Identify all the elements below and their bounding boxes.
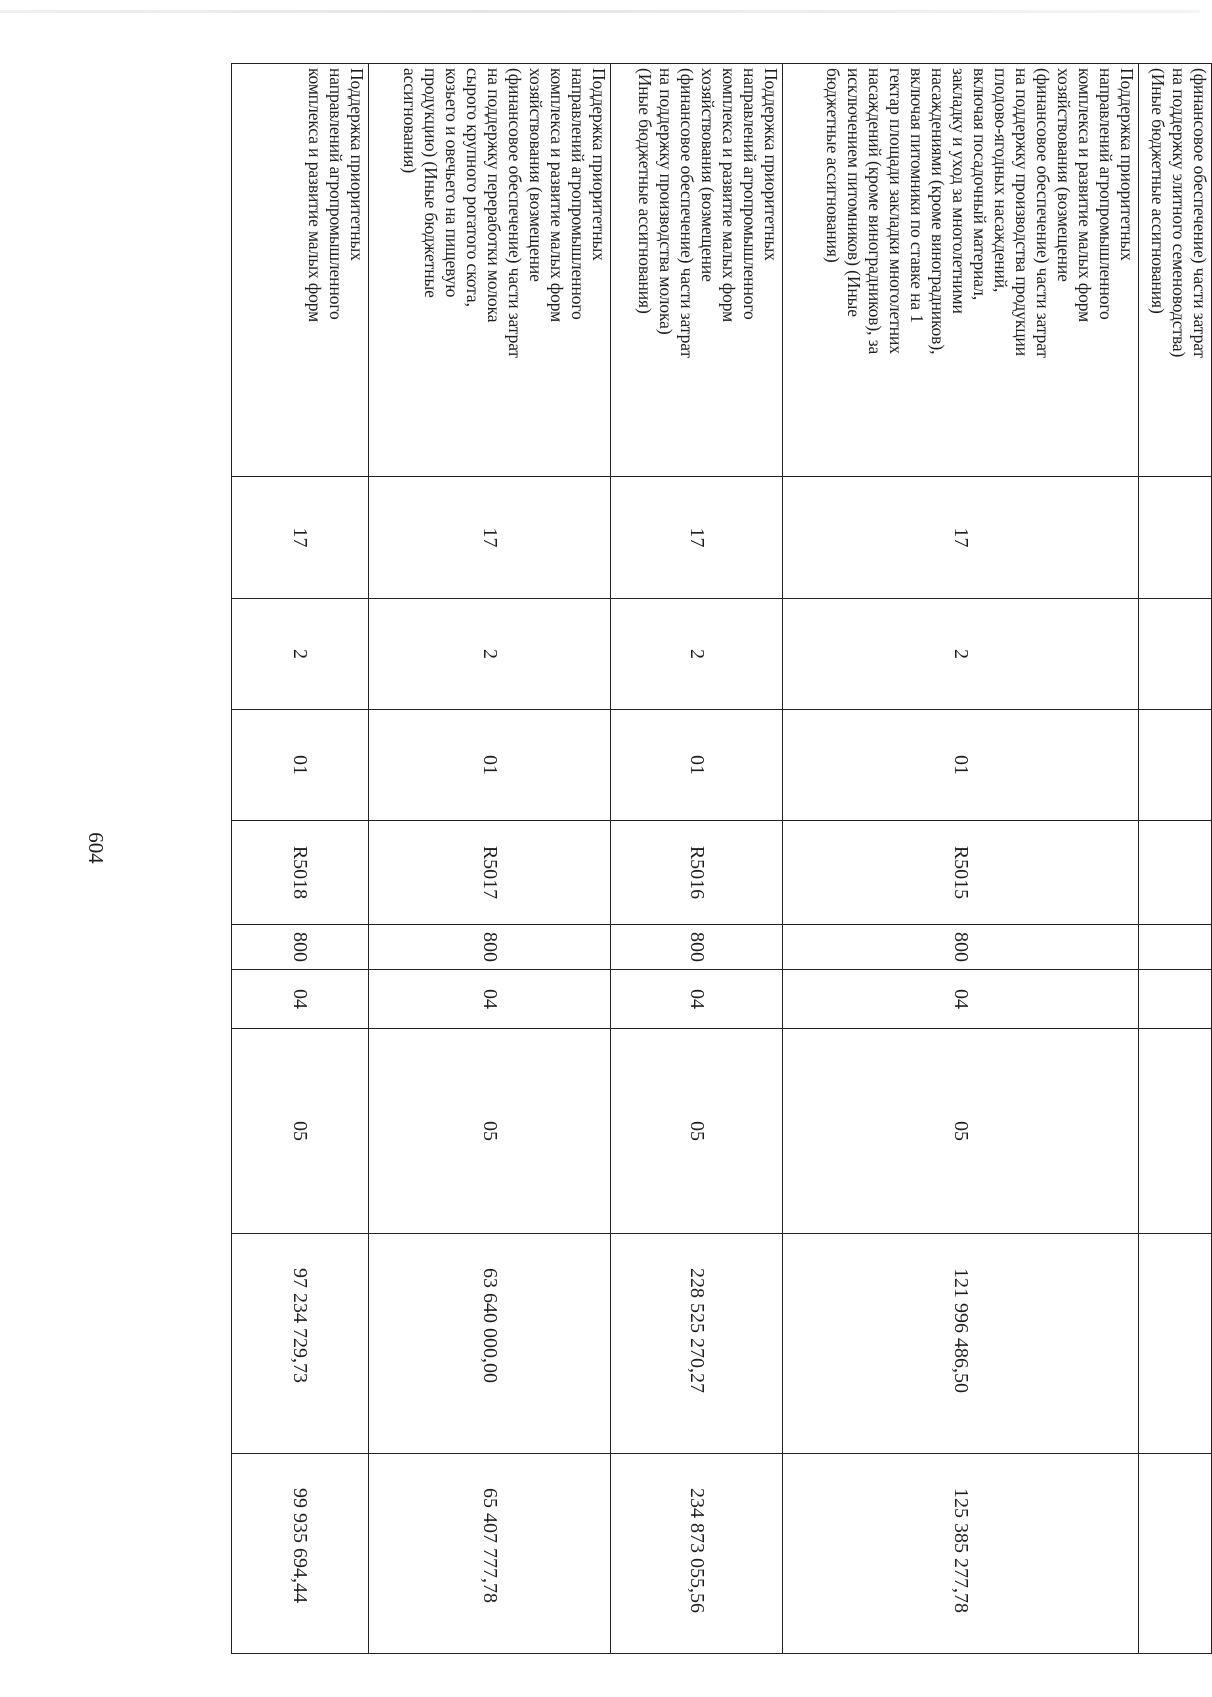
table-row — [783, 64, 1139, 1654]
cell-amount-2 — [1139, 1454, 1212, 1654]
table-row — [611, 64, 783, 1654]
cell-code-3: 01 — [783, 710, 1139, 821]
cell-code-2: 2 — [611, 599, 783, 710]
cell-code-7 — [1139, 1029, 1212, 1234]
cell-code-2: 2 — [783, 599, 1139, 710]
budget-table — [231, 63, 1212, 1654]
row-name: Поддержка приоритетных направлений агропромышленного комплекса и развитие малых форм хозяйствования (возмещение (финансовое обеспечение) части затрат на поддержку производства продукции плодово-ягодных насаждений, включая посадочный материал, закладку и уход за многолетними насаждениями (кроме виноградников), включая питомники по ставке на 1 гектар площади закладки многолетних насаждений (кроме виноградников), за исключением питомников) (Иные бюджетные ассигнования) — [783, 64, 1139, 477]
cell-code-1 — [1139, 477, 1212, 599]
row-name: Поддержка приоритетных направлений агропромышленного комплекса и развитие малых форм хозяйствования (возмещение (финансовое обеспечение) части затрат на поддержку переработки молока сырого крупного рогатого скота, козьего и овечьего на пищевую продукцию) (Иные бюджетные ассигнования) — [369, 64, 611, 477]
cell-code-6 — [1139, 970, 1212, 1029]
cell-code-1: 17 — [369, 477, 611, 599]
cell-code-4: R5017 — [369, 821, 611, 925]
cell-amount-2: 65 407 777,78 — [369, 1454, 611, 1654]
cell-code-5: 800 — [369, 925, 611, 970]
cell-code-3: 01 — [232, 710, 369, 821]
cell-code-5: 800 — [783, 925, 1139, 970]
table-row — [1139, 64, 1212, 1654]
cell-code-5 — [1139, 925, 1212, 970]
cell-amount-1 — [1139, 1234, 1212, 1454]
cell-amount-2: 125 385 277,78 — [783, 1454, 1139, 1654]
cell-code-7: 05 — [232, 1029, 369, 1234]
cell-code-4: R5015 — [783, 821, 1139, 925]
row-name: (финансовое обеспечение) части затрат на поддержку элитного семеноводства) (Иные бюджетные ассигнования) — [1139, 64, 1212, 477]
cell-code-1: 17 — [232, 477, 369, 599]
cell-amount-1: 121 996 486,50 — [783, 1234, 1139, 1454]
cell-code-4: R5018 — [232, 821, 369, 925]
cell-code-7: 05 — [783, 1029, 1139, 1234]
table-row — [232, 64, 369, 1654]
row-name: Поддержка приоритетных направлений агропромышленного комплекса и развитие малых форм хозяйствования (возмещение (финансовое обеспечение) части затрат на поддержку производства молока) (Иные бюджетные ассигнования) — [611, 64, 783, 477]
cell-code-3 — [1139, 710, 1212, 821]
cell-code-7: 05 — [611, 1029, 783, 1234]
cell-amount-1: 63 640 000,00 — [369, 1234, 611, 1454]
cell-code-6: 04 — [369, 970, 611, 1029]
cell-amount-2: 234 873 055,56 — [611, 1454, 783, 1654]
cell-code-3: 01 — [611, 710, 783, 821]
cell-code-6: 04 — [611, 970, 783, 1029]
cell-amount-1: 97 234 729,73 — [232, 1234, 369, 1454]
cell-code-2: 2 — [232, 599, 369, 710]
cell-code-4: R5016 — [611, 821, 783, 925]
page-number: 604 — [84, 832, 108, 864]
cell-code-5: 800 — [232, 925, 369, 970]
rotated-budget-table — [232, 63, 1212, 1653]
cell-code-5: 800 — [611, 925, 783, 970]
cell-code-2: 2 — [369, 599, 611, 710]
row-name: Поддержка приоритетных направлений агропромышленного комплекса и развитие малых форм — [232, 64, 369, 477]
cell-amount-2: 99 935 694,44 — [232, 1454, 369, 1654]
cell-code-2 — [1139, 599, 1212, 710]
cell-code-7: 05 — [369, 1029, 611, 1234]
cell-code-6: 04 — [232, 970, 369, 1029]
cell-amount-1: 228 525 270,27 — [611, 1234, 783, 1454]
cell-code-4 — [1139, 821, 1212, 925]
table-row — [369, 64, 611, 1654]
scan-edge — [0, 10, 1200, 13]
cell-code-6: 04 — [783, 970, 1139, 1029]
cell-code-1: 17 — [783, 477, 1139, 599]
cell-code-3: 01 — [369, 710, 611, 821]
cell-code-1: 17 — [611, 477, 783, 599]
